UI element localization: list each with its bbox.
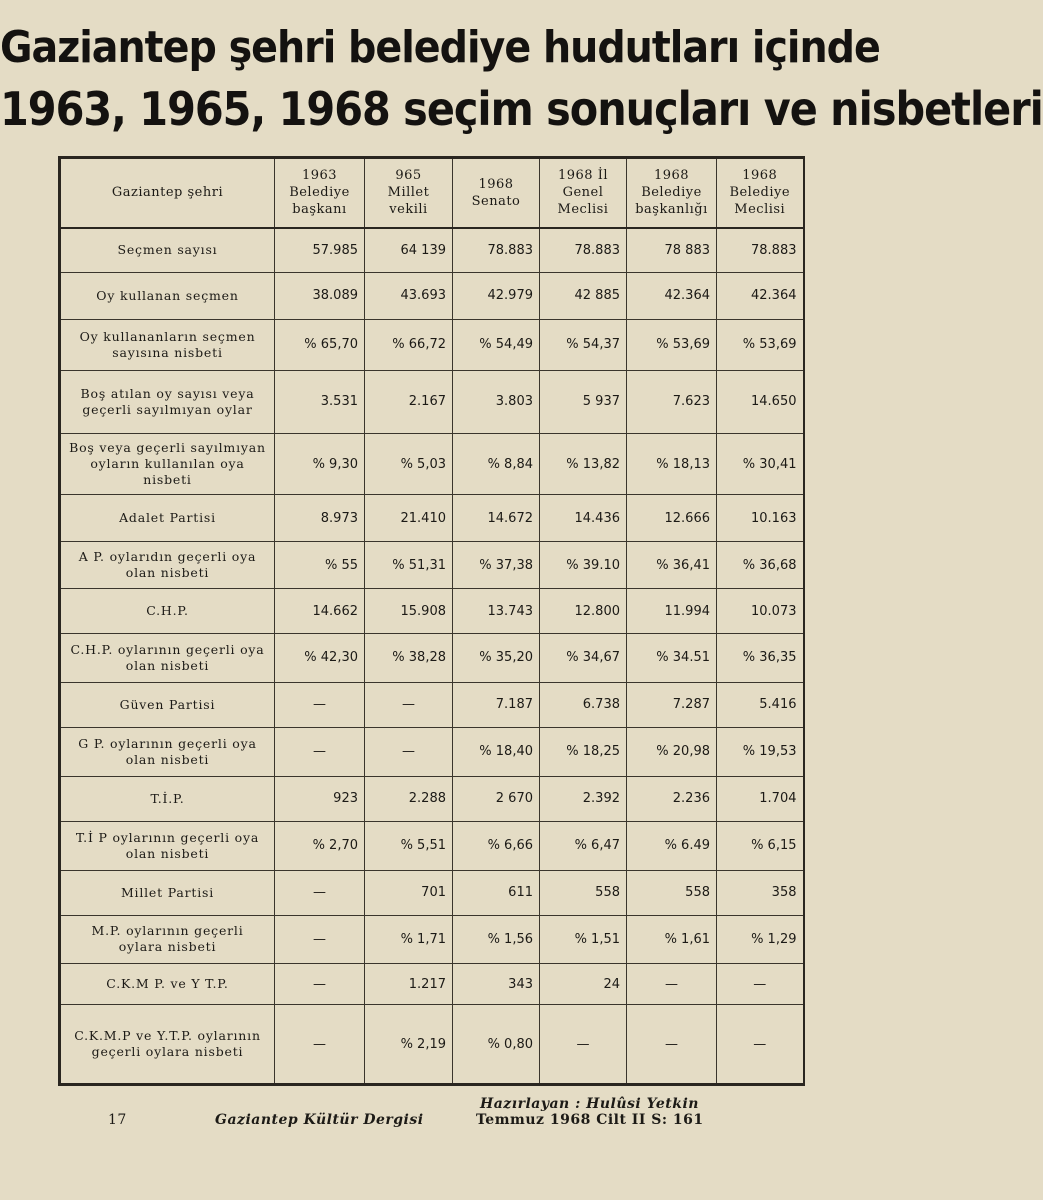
- row-label: Adalet Partisi: [60, 495, 275, 542]
- table-cell: 1.217: [365, 964, 453, 1005]
- table-cell: 57.985: [275, 228, 365, 273]
- table-cell: % 34.51: [627, 633, 717, 682]
- row-label: C.H.P.: [60, 589, 275, 634]
- table-cell: % 2,19: [365, 1005, 453, 1085]
- table-cell: 42 885: [540, 272, 627, 319]
- table-row: [60, 272, 804, 319]
- table-cell: —: [275, 727, 365, 776]
- table-cell: —: [275, 682, 365, 727]
- row-label: T.İ P oylarının geçerli oya olan nisbeti: [60, 821, 275, 870]
- table-cell: % 35,20: [453, 633, 540, 682]
- table-cell: 11.994: [627, 589, 717, 634]
- table-row: [60, 821, 804, 870]
- table-cell: % 20,98: [627, 727, 717, 776]
- table-cell: 2.392: [540, 776, 627, 821]
- table-cell: 343: [453, 964, 540, 1005]
- table-row: [60, 434, 804, 495]
- table-cell: 78.883: [453, 228, 540, 273]
- table-cell: % 34,67: [540, 633, 627, 682]
- table-cell: % 9,30: [275, 434, 365, 495]
- table-cell: —: [275, 1005, 365, 1085]
- table-cell: % 18,25: [540, 727, 627, 776]
- table-cell: 611: [453, 870, 540, 915]
- table-cell: 5 937: [540, 370, 627, 433]
- table-cell: % 13,82: [540, 434, 627, 495]
- table-cell: 13.743: [453, 589, 540, 634]
- header-election-5: 1968 Belediye başkanlığı: [627, 158, 717, 228]
- table-cell: 6.738: [540, 682, 627, 727]
- row-label: C.H.P. oylarının geçerli oya olan nisbeti: [60, 633, 275, 682]
- table-cell: % 51,31: [365, 542, 453, 589]
- table-cell: —: [365, 682, 453, 727]
- prepared-by: Hazırlayan : Hulûsi Yetkin: [480, 1096, 699, 1112]
- table-cell: % 6.49: [627, 821, 717, 870]
- header-row: [60, 158, 804, 228]
- table-row: [60, 964, 804, 1005]
- page-title-line-1: Gaziantep şehri belediye hudutları içinde: [0, 22, 880, 73]
- header-election-4: 1968 İl Genel Meclisi: [540, 158, 627, 228]
- issue-info: Temmuz 1968 Cilt II S: 161: [476, 1112, 704, 1128]
- table-cell: % 0,80: [453, 1005, 540, 1085]
- table-row: [60, 727, 804, 776]
- table-row: [60, 495, 804, 542]
- table-cell: 2.167: [365, 370, 453, 433]
- row-label: Güven Partisi: [60, 682, 275, 727]
- table-cell: % 53,69: [717, 319, 804, 370]
- table-cell: 10.163: [717, 495, 804, 542]
- table-row: [60, 319, 804, 370]
- table-row: [60, 682, 804, 727]
- table-cell: —: [717, 1005, 804, 1085]
- table-cell: 2.236: [627, 776, 717, 821]
- row-label: C.K.M P. ve Y T.P.: [60, 964, 275, 1005]
- table-cell: % 1,56: [453, 915, 540, 964]
- table-cell: % 1,71: [365, 915, 453, 964]
- table-row: [60, 1005, 804, 1085]
- table-cell: 12.666: [627, 495, 717, 542]
- table-cell: % 36,41: [627, 542, 717, 589]
- table-cell: % 37,38: [453, 542, 540, 589]
- header-election-6: 1968 Belediye Meclisi: [717, 158, 804, 228]
- header-election-3: 1968 Senato: [453, 158, 540, 228]
- table-cell: 14.436: [540, 495, 627, 542]
- table-cell: % 42,30: [275, 633, 365, 682]
- table-cell: % 65,70: [275, 319, 365, 370]
- table-row: [60, 870, 804, 915]
- table-cell: % 39.10: [540, 542, 627, 589]
- table-header: [60, 158, 804, 228]
- row-label: G P. oylarının geçerli oya olan nisbeti: [60, 727, 275, 776]
- table-cell: % 53,69: [627, 319, 717, 370]
- table-cell: 14.650: [717, 370, 804, 433]
- table-cell: 15.908: [365, 589, 453, 634]
- table-row: [60, 776, 804, 821]
- table-cell: 558: [627, 870, 717, 915]
- table-cell: % 66,72: [365, 319, 453, 370]
- table-cell: % 5,51: [365, 821, 453, 870]
- table-cell: —: [275, 870, 365, 915]
- table-cell: % 1,61: [627, 915, 717, 964]
- table-cell: 7.287: [627, 682, 717, 727]
- table-cell: 3.531: [275, 370, 365, 433]
- table-cell: 1.704: [717, 776, 804, 821]
- table-cell: —: [540, 1005, 627, 1085]
- table-cell: % 38,28: [365, 633, 453, 682]
- table-cell: % 54,37: [540, 319, 627, 370]
- magazine-name: Gaziantep Kültür Dergisi: [215, 1112, 424, 1128]
- table-cell: 78.883: [540, 228, 627, 273]
- row-label: Boş veya geçerli sayılmıyan oyların kullanılan oya nisbeti: [60, 434, 275, 495]
- table-cell: % 18,40: [453, 727, 540, 776]
- table-cell: % 36,35: [717, 633, 804, 682]
- table-cell: —: [627, 1005, 717, 1085]
- table-cell: % 6,66: [453, 821, 540, 870]
- table-cell: 358: [717, 870, 804, 915]
- table-cell: —: [627, 964, 717, 1005]
- table-cell: 42.364: [627, 272, 717, 319]
- table-cell: 7.623: [627, 370, 717, 433]
- table-cell: % 1,29: [717, 915, 804, 964]
- table-cell: 64 139: [365, 228, 453, 273]
- table-cell: 14.672: [453, 495, 540, 542]
- table-cell: % 5,03: [365, 434, 453, 495]
- table-cell: 2.288: [365, 776, 453, 821]
- table-row: [60, 228, 804, 273]
- row-label: C.K.M.P ve Y.T.P. oylarının geçerli oylara nisbeti: [60, 1005, 275, 1085]
- table-cell: 923: [275, 776, 365, 821]
- table-cell: % 54,49: [453, 319, 540, 370]
- table-cell: 12.800: [540, 589, 627, 634]
- row-label: Seçmen sayısı: [60, 228, 275, 273]
- row-label: A P. oylarıdın geçerli oya olan nisbeti: [60, 542, 275, 589]
- page-title-line-2: 1963, 1965, 1968 seçim sonuçları ve nisbetleri: [0, 82, 1043, 136]
- table-cell: % 36,68: [717, 542, 804, 589]
- table-cell: 8.973: [275, 495, 365, 542]
- table-cell: —: [365, 727, 453, 776]
- table-cell: 701: [365, 870, 453, 915]
- row-label: M.P. oylarının geçerli oylara nisbeti: [60, 915, 275, 964]
- table-cell: 3.803: [453, 370, 540, 433]
- table-cell: 14.662: [275, 589, 365, 634]
- table-cell: 42.979: [453, 272, 540, 319]
- row-label: Millet Partisi: [60, 870, 275, 915]
- table-cell: 10.073: [717, 589, 804, 634]
- header-city: Gaziantep şehri: [60, 158, 275, 228]
- election-results-table: [58, 156, 805, 1086]
- table-cell: 78 883: [627, 228, 717, 273]
- page-number: 17: [108, 1112, 127, 1128]
- header-election-2: 965 Millet vekili: [365, 158, 453, 228]
- table-row: [60, 370, 804, 433]
- table-row: [60, 915, 804, 964]
- table-cell: 43.693: [365, 272, 453, 319]
- table-cell: 5.416: [717, 682, 804, 727]
- row-label: Oy kullanan seçmen: [60, 272, 275, 319]
- table-row: [60, 633, 804, 682]
- table-cell: % 30,41: [717, 434, 804, 495]
- table-cell: 21.410: [365, 495, 453, 542]
- table-cell: % 6,15: [717, 821, 804, 870]
- table-cell: 24: [540, 964, 627, 1005]
- table-cell: 42.364: [717, 272, 804, 319]
- table-cell: —: [717, 964, 804, 1005]
- table-cell: —: [275, 964, 365, 1005]
- header-election-1: 1963 Belediye başkanı: [275, 158, 365, 228]
- table-cell: % 8,84: [453, 434, 540, 495]
- table-cell: % 6,47: [540, 821, 627, 870]
- row-label: Oy kullananların seçmen sayısına nisbeti: [60, 319, 275, 370]
- table-cell: 78.883: [717, 228, 804, 273]
- table-cell: —: [275, 915, 365, 964]
- table-cell: 558: [540, 870, 627, 915]
- table-cell: 7.187: [453, 682, 540, 727]
- table-cell: % 18,13: [627, 434, 717, 495]
- table-body: [60, 228, 804, 1085]
- table-cell: 2 670: [453, 776, 540, 821]
- table-cell: 38.089: [275, 272, 365, 319]
- table-cell: % 19,53: [717, 727, 804, 776]
- table-row: [60, 589, 804, 634]
- row-label: Boş atılan oy sayısı veya geçerli sayılmıyan oylar: [60, 370, 275, 433]
- table-cell: % 55: [275, 542, 365, 589]
- table-row: [60, 542, 804, 589]
- table-cell: % 2,70: [275, 821, 365, 870]
- row-label: T.İ.P.: [60, 776, 275, 821]
- table-cell: % 1,51: [540, 915, 627, 964]
